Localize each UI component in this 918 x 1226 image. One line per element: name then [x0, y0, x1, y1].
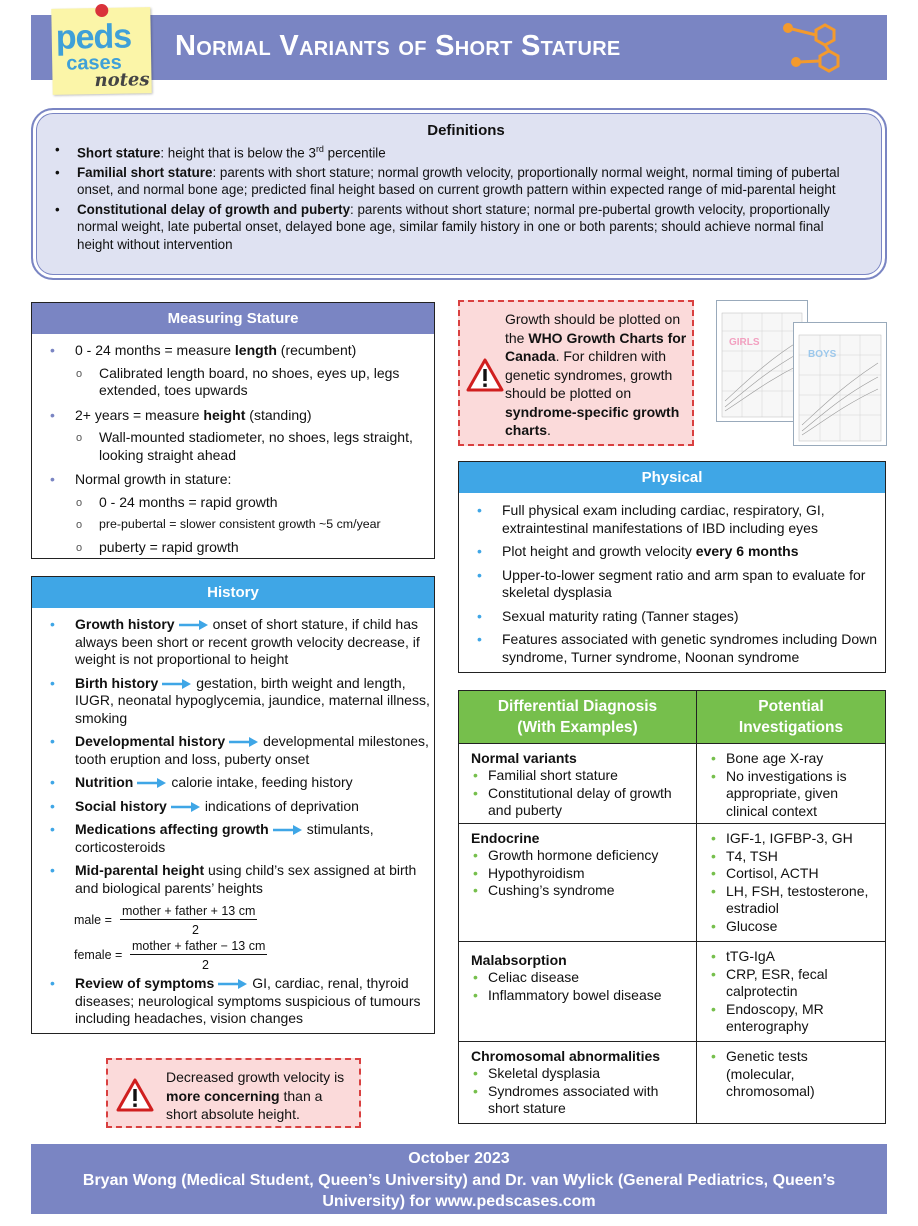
- physical-heading: Physical: [459, 462, 885, 493]
- list-item: • Normal growth in stature:: [32, 471, 434, 489]
- history-box: [31, 576, 435, 1034]
- list-item: • Cushing’s syndrome: [471, 882, 690, 900]
- column-header-differential: Differential Diagnosis (With Examples): [459, 691, 697, 743]
- logo-text-cases: cases: [66, 51, 123, 75]
- arrow-right-icon: [273, 824, 303, 836]
- list-item: • Inflammatory bowel disease: [471, 987, 690, 1005]
- list-item: • T4, TSH: [709, 848, 879, 866]
- physical-box: [458, 461, 886, 673]
- footer-credits: Bryan Wong (Medical Student, Queen’s University) and Dr. van Wylick (General Pediatrics, Queen’s University) for www.pedscases.com: [82, 1171, 836, 1210]
- warning-triangle-icon: [116, 1078, 154, 1112]
- logo-text-notes: notes: [94, 69, 150, 92]
- growth-chart-boys-image: [794, 323, 886, 445]
- logo-text-peds: peds: [55, 17, 132, 57]
- list-item: • No investigations is appropriate, given clinical context: [709, 768, 879, 821]
- arrow-right-icon: [179, 619, 209, 631]
- arrow-right-icon: [229, 736, 259, 748]
- physical-item: • Plot height and growth velocity every 6 months: [459, 543, 885, 561]
- table-row: [459, 743, 885, 823]
- arrow-right-icon: [137, 777, 167, 789]
- category-label: Endocrine: [471, 830, 540, 846]
- list-item: • Celiac disease: [471, 969, 690, 987]
- definition-familial-short-stature: • Familial short stature: parents with short stature; normal growth velocity, proportionally normal weight, normal timing of pubertal onset, and normal bone age; predicted final height based on current growth pattern within expected range of mid-parental height: [77, 164, 855, 199]
- category-label: Normal variants: [471, 750, 577, 766]
- history-item-mid-parental-height: • Mid-parental height using child’s sex assigned at birth and biological parents’ heights: [32, 862, 434, 897]
- list-item: o pre-pubertal = slower consistent growth ~5 cm/year: [32, 516, 434, 534]
- list-item: o Calibrated length board, no shoes, eyes up, legs extended, toes upwards: [32, 365, 434, 400]
- warning-velocity-text: Decreased growth velocity is more concerning than a short absolute height.: [166, 1069, 345, 1122]
- physical-item: • Full physical exam including cardiac, respiratory, GI, extraintestinal manifestations of IBD including eyes: [459, 502, 885, 537]
- list-item: • Syndromes associated with short stature: [471, 1083, 690, 1118]
- measuring-stature-box: [31, 302, 435, 559]
- female-formula: female = mother + father − 13 cm 2: [74, 939, 266, 972]
- table-header-row: [459, 691, 885, 743]
- male-formula: male = mother + father + 13 cm 2: [74, 904, 256, 937]
- list-item: • Skeletal dysplasia: [471, 1065, 690, 1083]
- hexagon-molecule-icon: [778, 20, 848, 78]
- history-item-nutrition: • Nutrition calorie intake, feeding history: [32, 774, 434, 792]
- warning-growth-velocity: [106, 1058, 361, 1128]
- growth-chart-boys-thumbnail: [793, 322, 887, 446]
- list-item: • 0 - 24 months = measure length (recumbent): [32, 342, 434, 360]
- arrow-right-icon: [218, 978, 248, 990]
- category-label: Malabsorption: [471, 952, 567, 968]
- list-item: • Cortisol, ACTH: [709, 865, 879, 883]
- footer-banner: [31, 1144, 887, 1214]
- list-item: o puberty = rapid growth: [32, 539, 434, 557]
- column-header-investigations: Potential Investigations: [697, 691, 885, 743]
- list-item: • tTG-IgA: [709, 948, 879, 966]
- definition-short-stature: • Short stature: height that is below the 3rd percentile: [77, 141, 855, 162]
- table-row: [459, 1041, 885, 1123]
- list-item: • 2+ years = measure height (standing): [32, 407, 434, 425]
- list-item: • Bone age X-ray: [709, 750, 879, 768]
- category-label: Chromosomal abnormalities: [471, 1048, 661, 1064]
- definitions-heading: Definitions: [427, 122, 505, 139]
- footer-date: October 2023: [408, 1150, 510, 1167]
- list-item: o 0 - 24 months = rapid growth: [32, 494, 434, 512]
- list-item: • Growth hormone deficiency: [471, 847, 690, 865]
- list-item: • Hypothyroidism: [471, 865, 690, 883]
- definition-constitutional-delay: • Constitutional delay of growth and puberty: parents without short stature; normal pre-pubertal growth velocity, proportionally normal weight, late pubertal onset, delayed bone age, similar family history in one or both parents; should achieve normal final height without intervention: [77, 201, 855, 254]
- pedscases-logo: [51, 7, 151, 95]
- arrow-right-icon: [171, 801, 201, 813]
- list-item: • IGF-1, IGFBP-3, GH: [709, 830, 879, 848]
- arrow-right-icon: [162, 678, 192, 690]
- warning-triangle-icon: [466, 358, 504, 392]
- physical-item: • Upper-to-lower segment ratio and arm span to evaluate for skeletal dysplasia: [459, 567, 885, 602]
- physical-item: • Sexual maturity rating (Tanner stages): [459, 608, 885, 626]
- definitions-box: [31, 108, 887, 280]
- history-heading: History: [32, 577, 434, 608]
- page-title: Normal Variants of Short Stature: [175, 30, 621, 62]
- list-item: • CRP, ESR, fecal calprotectin: [709, 966, 879, 1001]
- list-item: o Wall-mounted stadiometer, no shoes, legs straight, looking straight ahead: [32, 429, 434, 464]
- measuring-stature-heading: Measuring Stature: [32, 303, 434, 334]
- list-item: • Familial short stature: [471, 767, 690, 785]
- warning-charts-text: Growth should be plotted on the WHO Growth Charts for Canada. For children with genetic syndromes, growth should be plotted on syndrome-specific growth charts.: [505, 311, 687, 438]
- warning-growth-charts: [458, 300, 694, 446]
- table-row: [459, 941, 885, 1041]
- list-item: • Genetic tests (molecular, chromosomal): [709, 1048, 879, 1101]
- table-row: [459, 823, 885, 941]
- history-item-growth: • Growth history onset of short stature, if child has always been short or recent growth velocity decrease, if weight is not proportional to height: [32, 616, 434, 669]
- svg-text:GIRLS: GIRLS: [729, 337, 760, 348]
- differential-diagnosis-table: [458, 690, 886, 1124]
- list-item: • Constitutional delay of growth and puberty: [471, 785, 690, 820]
- history-item-developmental: • Developmental history developmental milestones, tooth eruption and loss, puberty onset: [32, 733, 434, 768]
- pushpin-icon: [95, 4, 108, 17]
- history-item-medications: • Medications affecting growth stimulants, corticosteroids: [32, 821, 434, 856]
- svg-text:BOYS: BOYS: [808, 349, 837, 360]
- physical-item: • Features associated with genetic syndromes including Down syndrome, Turner syndrome, Noonan syndrome: [459, 631, 885, 666]
- history-item-social: • Social history indications of deprivation: [32, 798, 434, 816]
- history-item-birth: • Birth history gestation, birth weight and length, IUGR, neonatal hypoglycemia, jaundice, maternal illness, smoking: [32, 675, 434, 728]
- list-item: • Endoscopy, MR enterography: [709, 1001, 879, 1036]
- history-item-review-of-symptoms: • Review of symptoms GI, cardiac, renal, thyroid diseases; neurological symptoms suspicious of tumours including headaches, vision changes: [32, 975, 432, 1028]
- list-item: • Glucose: [709, 918, 879, 936]
- list-item: • LH, FSH, testosterone, estradiol: [709, 883, 879, 918]
